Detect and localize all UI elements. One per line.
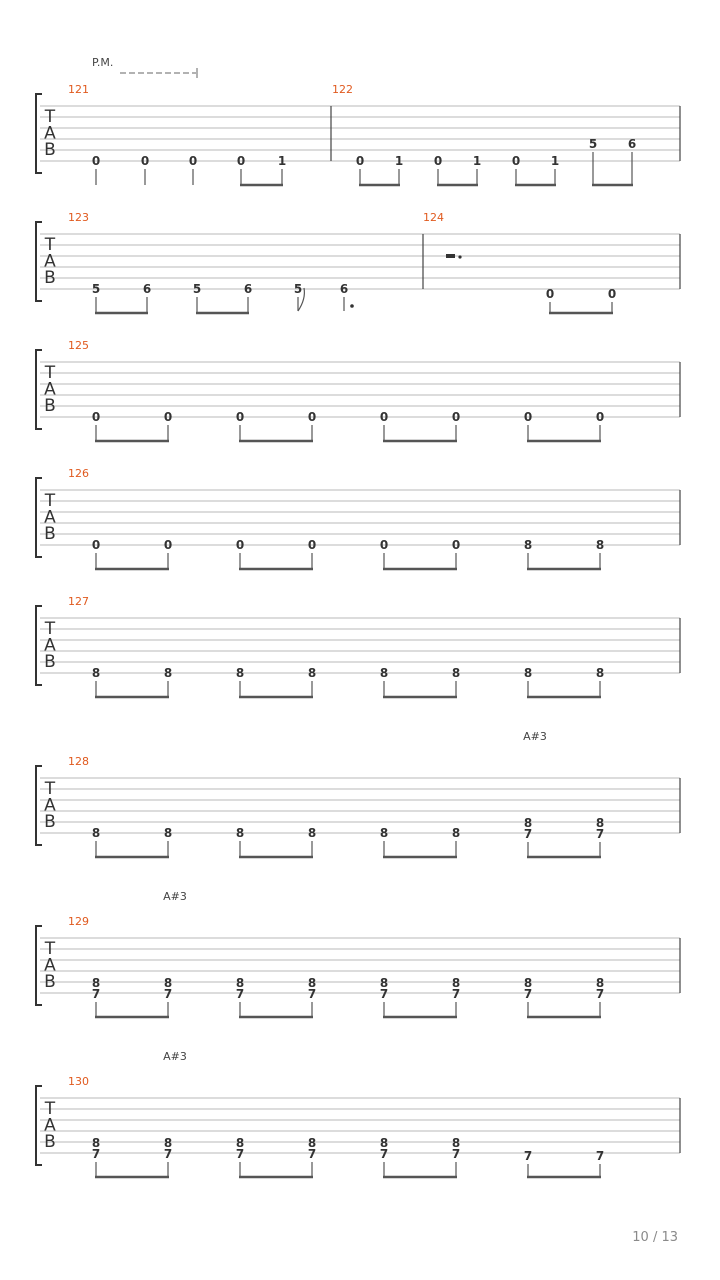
tab-clef-letter: T xyxy=(44,235,56,255)
tab-clef-letter: T xyxy=(44,779,56,799)
palm-mute-label: P.M. xyxy=(92,56,114,69)
measure-number: 121 xyxy=(68,83,89,96)
fret-number: 8 xyxy=(451,666,461,680)
measure-number: 126 xyxy=(68,467,89,480)
fret-number: 7 xyxy=(379,1147,389,1161)
half-rest xyxy=(446,254,455,258)
fret-number: 8 xyxy=(163,1136,173,1150)
fret-number: 8 xyxy=(595,976,605,990)
fret-number: 7 xyxy=(307,1147,317,1161)
fret-number: 8 xyxy=(379,976,389,990)
fret-number: 8 xyxy=(523,816,533,830)
fret-number: 7 xyxy=(595,987,605,1001)
tab-clef-letter: T xyxy=(44,107,56,127)
fret-number: 8 xyxy=(595,538,605,552)
fret-number: 8 xyxy=(163,826,173,840)
fret-number: 8 xyxy=(307,666,317,680)
fret-number: 0 xyxy=(188,154,198,168)
fret-number: 7 xyxy=(91,987,101,1001)
measure-number: 122 xyxy=(332,83,353,96)
fret-number: 0 xyxy=(140,154,150,168)
fret-number: 0 xyxy=(163,538,173,552)
fret-number: 1 xyxy=(394,154,404,168)
tab-clef-letter: B xyxy=(44,396,56,416)
fret-number: 7 xyxy=(235,1147,245,1161)
tab-clef-letter: A xyxy=(44,379,56,400)
tab-clef-letter: A xyxy=(44,635,56,656)
fret-number: 0 xyxy=(595,410,605,424)
tab-clef-letter: B xyxy=(44,268,56,288)
chord-name: A#3 xyxy=(163,890,187,903)
fret-number: 0 xyxy=(236,154,246,168)
tab-clef-letter: A xyxy=(44,795,56,816)
tab-clef-letter: A xyxy=(44,1115,56,1136)
fret-number: 7 xyxy=(595,827,605,841)
fret-number: 0 xyxy=(379,410,389,424)
tab-clef-letter: T xyxy=(44,619,56,639)
fret-number: 8 xyxy=(451,826,461,840)
fret-number: 1 xyxy=(550,154,560,168)
fret-number: 0 xyxy=(307,538,317,552)
fret-number: 7 xyxy=(163,1147,173,1161)
fret-number: 0 xyxy=(523,410,533,424)
fret-number: 8 xyxy=(235,1136,245,1150)
measure-number: 124 xyxy=(423,211,444,224)
fret-number: 5 xyxy=(91,282,101,296)
fret-number: 7 xyxy=(451,987,461,1001)
tab-clef-letter: B xyxy=(44,524,56,544)
fret-number: 7 xyxy=(235,987,245,1001)
fret-number: 8 xyxy=(523,976,533,990)
fret-number: 0 xyxy=(511,154,521,168)
fret-number: 8 xyxy=(523,666,533,680)
fret-number: 6 xyxy=(627,137,637,151)
tab-clef-letter: A xyxy=(44,123,56,144)
measure-number: 129 xyxy=(68,915,89,928)
tab-clef-letter: A xyxy=(44,507,56,528)
tab-clef-letter: T xyxy=(44,1099,56,1119)
fret-number: 8 xyxy=(379,666,389,680)
tab-clef-letter: B xyxy=(44,972,56,992)
fret-number: 5 xyxy=(293,282,303,296)
fret-number: 8 xyxy=(163,666,173,680)
tab-clef-letter: B xyxy=(44,652,56,672)
fret-number: 8 xyxy=(595,816,605,830)
fret-number: 0 xyxy=(451,538,461,552)
fret-number: 8 xyxy=(235,666,245,680)
tab-clef-letter: T xyxy=(44,939,56,959)
fret-number: 7 xyxy=(523,827,533,841)
fret-number: 0 xyxy=(91,410,101,424)
fret-number: 8 xyxy=(235,976,245,990)
fret-number: 0 xyxy=(91,538,101,552)
measure-number: 130 xyxy=(68,1075,89,1088)
fret-number: 0 xyxy=(235,538,245,552)
fret-number: 8 xyxy=(307,976,317,990)
fret-number: 8 xyxy=(307,826,317,840)
page-number: 10 / 13 xyxy=(632,1230,678,1245)
fret-number: 8 xyxy=(523,538,533,552)
tab-clef-letter: B xyxy=(44,140,56,160)
fret-number: 6 xyxy=(339,282,349,296)
fret-number: 5 xyxy=(192,282,202,296)
measure-number: 128 xyxy=(68,755,89,768)
fret-number: 8 xyxy=(595,666,605,680)
tab-clef-letter: T xyxy=(44,363,56,383)
fret-number: 0 xyxy=(355,154,365,168)
fret-number: 0 xyxy=(235,410,245,424)
fret-number: 8 xyxy=(307,1136,317,1150)
fret-number: 7 xyxy=(379,987,389,1001)
fret-number: 7 xyxy=(523,987,533,1001)
fret-number: 8 xyxy=(91,1136,101,1150)
fret-number: 8 xyxy=(91,976,101,990)
fret-number: 8 xyxy=(379,826,389,840)
fret-number: 0 xyxy=(451,410,461,424)
fret-number: 0 xyxy=(607,287,617,301)
fret-number: 6 xyxy=(243,282,253,296)
fret-number: 0 xyxy=(91,154,101,168)
tab-clef-letter: B xyxy=(44,812,56,832)
fret-number: 7 xyxy=(307,987,317,1001)
fret-number: 7 xyxy=(595,1149,605,1163)
fret-number: 8 xyxy=(163,976,173,990)
dotted-rest xyxy=(350,304,354,308)
fret-number: 0 xyxy=(307,410,317,424)
tab-clef-letter: A xyxy=(44,955,56,976)
fret-number: 0 xyxy=(433,154,443,168)
fret-number: 7 xyxy=(91,1147,101,1161)
fret-number: 8 xyxy=(451,1136,461,1150)
fret-number: 1 xyxy=(277,154,287,168)
fret-number: 0 xyxy=(379,538,389,552)
fret-number: 8 xyxy=(91,826,101,840)
tab-clef-letter: B xyxy=(44,1132,56,1152)
measure-number: 125 xyxy=(68,339,89,352)
fret-number: 8 xyxy=(235,826,245,840)
fret-number: 0 xyxy=(163,410,173,424)
fret-number: 7 xyxy=(451,1147,461,1161)
rest-dot xyxy=(458,255,461,258)
fret-number: 0 xyxy=(545,287,555,301)
tab-clef-letter: A xyxy=(44,251,56,272)
fret-number: 8 xyxy=(91,666,101,680)
chord-name: A#3 xyxy=(163,1050,187,1063)
fret-number: 1 xyxy=(472,154,482,168)
chord-name: A#3 xyxy=(523,730,547,743)
fret-number: 6 xyxy=(142,282,152,296)
tab-clef-letter: T xyxy=(44,491,56,511)
fret-number: 8 xyxy=(379,1136,389,1150)
fret-number: 7 xyxy=(523,1149,533,1163)
fret-number: 7 xyxy=(163,987,173,1001)
measure-number: 127 xyxy=(68,595,89,608)
fret-number: 5 xyxy=(588,137,598,151)
fret-number: 8 xyxy=(451,976,461,990)
measure-number: 123 xyxy=(68,211,89,224)
